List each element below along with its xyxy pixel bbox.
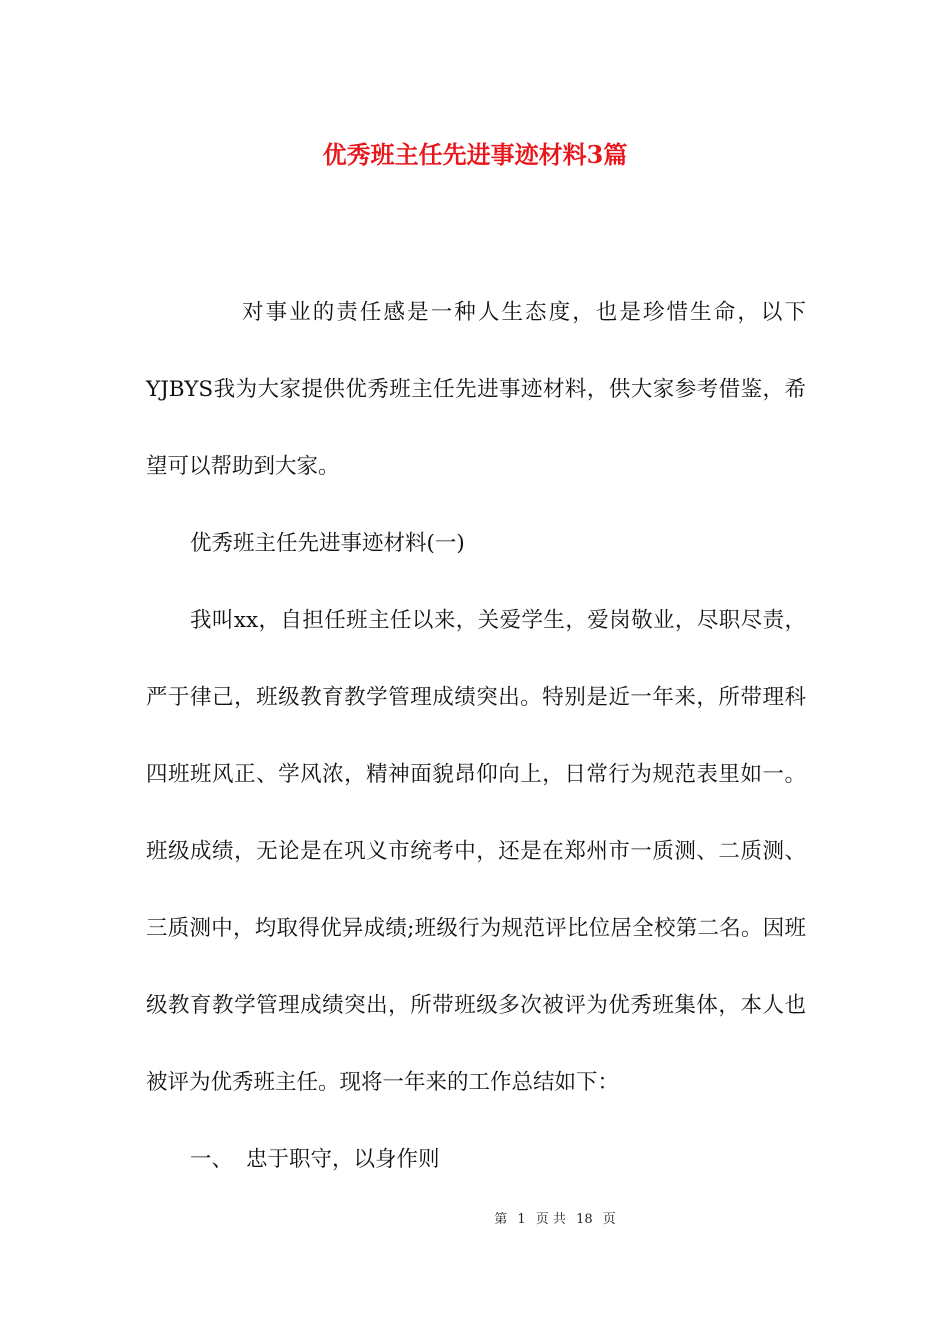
footer-total-pages: 18 — [576, 1212, 593, 1227]
heading-text: 忠于职守，以身作则 — [246, 1147, 440, 1172]
footer-page-number: 1 — [517, 1212, 526, 1227]
body-paragraph-1: 我叫xx，自担任班主任以来，关爱学生，爱岗敬业，尽职尽责，严于律己，班级教育教学管理成绩突出。特别是近一年来，所带理科四班班风正、学风浓，精神面貌昂仰向上，日常行为规范表里如一。班级成绩，无论是在巩义市统考中，还是在郑州市一质测、二质测、三质测中，均取得优异成绩;班级行为规范评比位居全校第二名。因班级教育教学管理成绩突出，所带班级多次被评为优秀班集体，本人也被评为优秀班主任。现将一年来的工作总结如下： — [146, 608, 806, 1095]
page-footer — [0, 1208, 950, 1227]
intro-paragraph: 对事业的责任感是一种人生态度，也是珍惜生命，以下YJBYS我为大家提供优秀班主任先进事迹材料，供大家参考借鉴，希望可以帮助到大家。 — [146, 300, 806, 479]
footer-suffix: 页 — [602, 1212, 616, 1227]
heading-item-1 — [146, 1121, 806, 1198]
footer-middle: 页 共 — [535, 1212, 566, 1227]
heading-number: 一、 — [190, 1147, 234, 1172]
document-title: 优秀班主任先进事迹材料3篇 — [322, 140, 628, 169]
section-title: 优秀班主任先进事迹材料(一) — [190, 531, 465, 556]
document-body — [146, 274, 806, 1198]
footer-prefix: 第 — [494, 1212, 508, 1227]
